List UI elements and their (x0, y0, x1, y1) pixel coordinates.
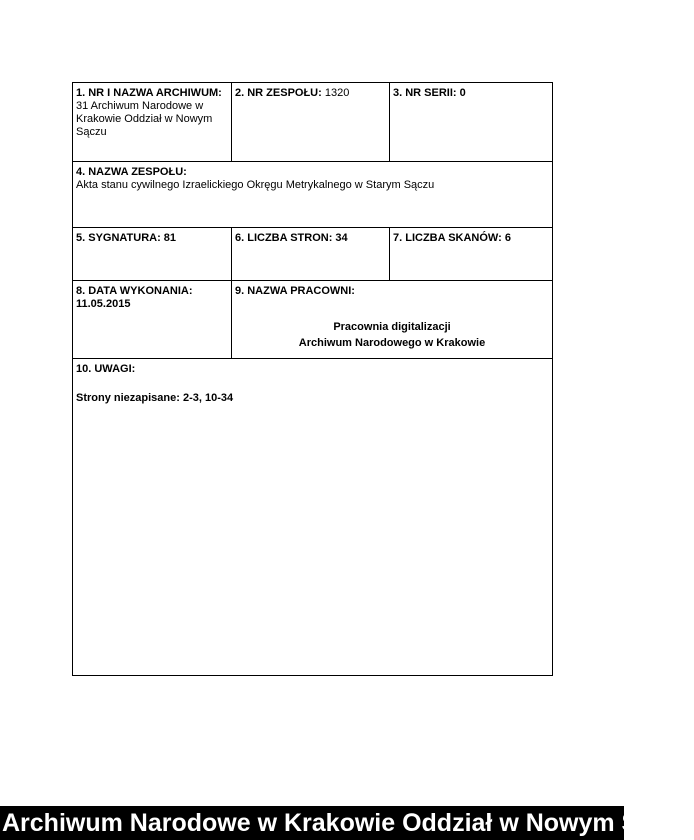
page-count-label: 6. LICZBA STRON: 34 (235, 232, 348, 244)
archive-value: 31 Archiwum Narodowe w Krakowie Oddział w Nowym Sączu (76, 100, 213, 138)
workshop-label: 9. NAZWA PRACOWNI: (235, 285, 355, 297)
form-row-fonds-name (73, 162, 552, 228)
scan-count-cell (389, 228, 552, 280)
archive-cell (73, 83, 231, 161)
date-cell (73, 281, 231, 358)
archive-label: 1. NR I NAZWA ARCHIWUM: (76, 87, 222, 99)
workshop-line1: Pracownia digitalizacji (333, 321, 451, 333)
date-value: 11.05.2015 (76, 298, 131, 310)
date-label: 8. DATA WYKONANIA: (76, 285, 193, 297)
remarks-value: Strony niezapisane: 2-3, 10-34 (76, 392, 234, 404)
fonds-name-value: Akta stanu cywilnego Izraelickiego Okręgu Metrykalnego w Starym Sączu (76, 179, 435, 191)
fonds-name-label: 4. NAZWA ZESPOŁU: (76, 166, 187, 178)
form-row-archive (73, 83, 552, 162)
form-row-remarks (73, 359, 552, 409)
remarks-cell (73, 359, 552, 409)
workshop-line2: Archiwum Narodowego w Krakowie (298, 337, 486, 349)
page-count-cell (231, 228, 389, 280)
form-row-counts (73, 228, 552, 281)
form-row-date-workshop (73, 281, 552, 359)
footer-banner: Archiwum Narodowe w Krakowie Oddział w Nowym Sączu (0, 806, 624, 840)
fonds-number-value: 1320 (321, 87, 350, 99)
series-number-cell (389, 83, 552, 161)
signature-cell (73, 228, 231, 280)
metadata-form (72, 82, 553, 676)
scan-count-label: 7. LICZBA SKANÓW: 6 (393, 232, 511, 244)
fonds-number-label: 2. NR ZESPOŁU: (235, 87, 322, 99)
remarks-label: 10. UWAGI: (76, 363, 136, 375)
fonds-name-cell (73, 162, 552, 227)
workshop-cell (231, 281, 552, 358)
signature-label: 5. SYGNATURA: 81 (76, 232, 177, 244)
series-number-label: 3. NR SERII: 0 (393, 87, 466, 99)
workshop-name (235, 319, 549, 351)
fonds-number-cell (231, 83, 389, 161)
